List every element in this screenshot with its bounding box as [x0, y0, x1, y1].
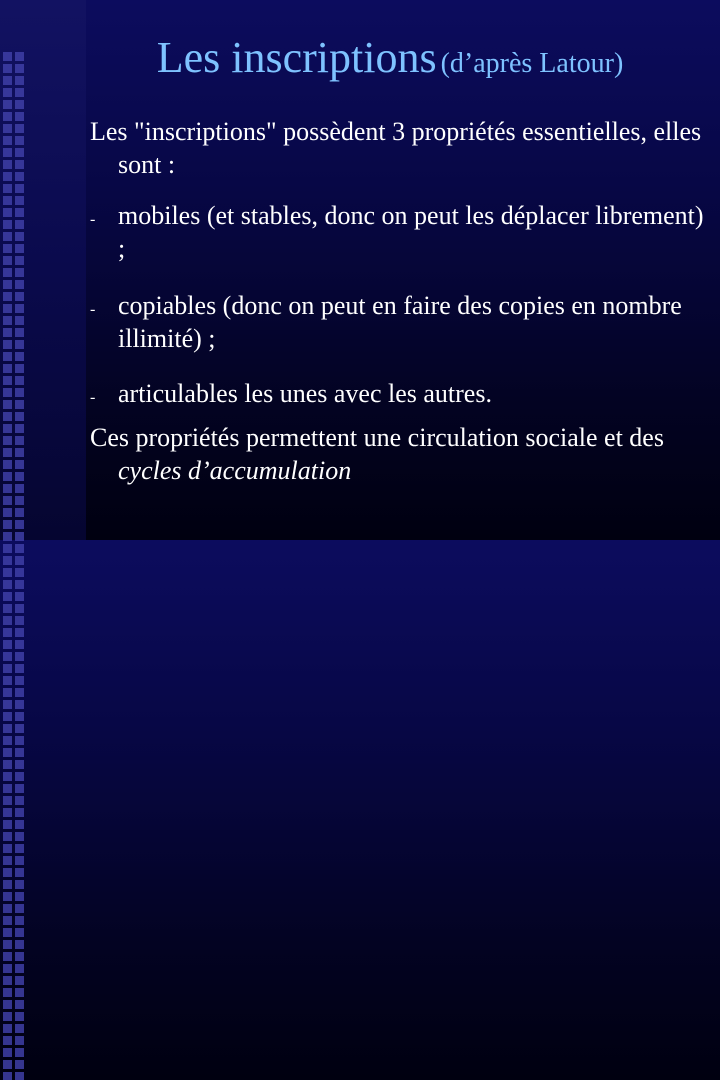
bullet-item-articulables — [90, 378, 705, 411]
slide-title — [0, 33, 720, 82]
conclusion-text: Ces propriétés permettent une circulation sociale et des — [90, 423, 664, 452]
side-strip — [0, 0, 86, 540]
bullet-text: copiables (donc on peut en faire des copies en nombre illimité) ; — [118, 291, 682, 353]
bullet-marker: - — [90, 301, 96, 318]
title-main: Les inscriptions — [156, 33, 437, 82]
bullet-marker: - — [90, 211, 96, 228]
bullet-item-copiables — [90, 290, 705, 355]
decorative-squares — [3, 52, 23, 1080]
bullet-marker: - — [90, 389, 96, 406]
bullet-text: articulables les unes avec les autres. — [118, 379, 492, 408]
bullet-item-mobiles — [90, 200, 705, 265]
conclusion-paragraph — [90, 422, 720, 487]
bullet-text: mobiles (et stables, donc on peut les déplacer librement) ; — [118, 201, 704, 263]
intro-paragraph: Les "inscriptions" possèdent 3 propriétés essentielles, elles sont : — [90, 117, 702, 179]
title-subtitle: (d’après Latour) — [440, 48, 624, 79]
conclusion-emphasis: cycles d’accumulation — [118, 455, 352, 485]
